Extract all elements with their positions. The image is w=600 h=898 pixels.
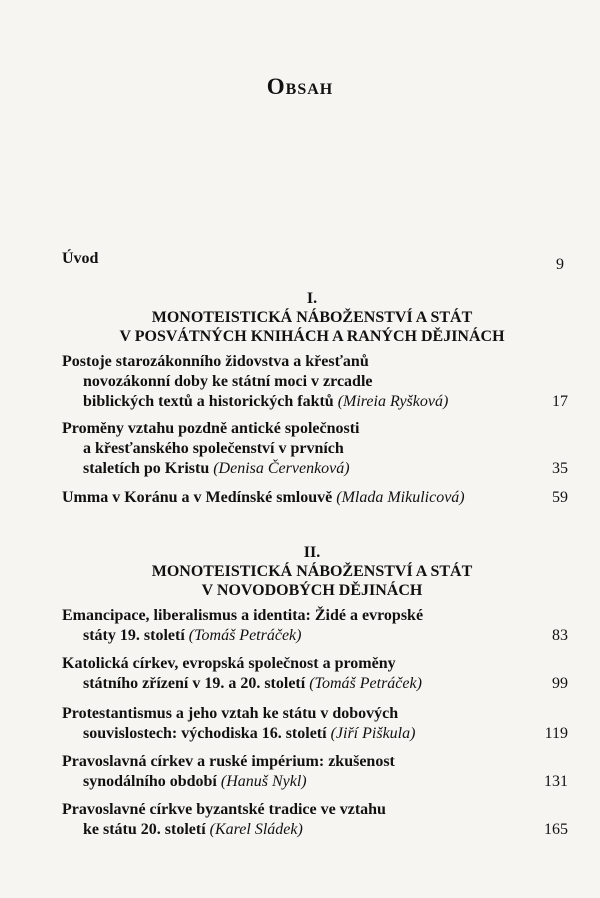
part-title-line: MONOTEISTICKÁ NÁBOŽENSTVÍ A STÁT: [151, 309, 473, 326]
entry-page-number: 35: [552, 460, 568, 477]
part-heading: [62, 543, 562, 600]
entry-title-last-line: [62, 626, 570, 646]
part-title-line: V POSVÁTNÝCH KNIHÁCH A RANÝCH DĚJINÁCH: [119, 328, 505, 345]
entry-title-line: novozákonní doby ke státní moci v zrcadle: [83, 373, 373, 390]
entry-title-last-line: [62, 488, 570, 508]
entry-title-last-line: [62, 724, 570, 744]
entry-title-line: souvislostech: východiska 16. století: [83, 725, 327, 742]
entry-title-last-line: [62, 772, 570, 792]
toc-entry[interactable]: [62, 752, 570, 792]
part-title-line: MONOTEISTICKÁ NÁBOŽENSTVÍ A STÁT: [151, 563, 473, 580]
entry-title-line: Pravoslavná církev a ruské impérium: zkušenost: [62, 753, 395, 770]
entry-title-line: Pravoslavné církve byzantské tradice ve vztahu: [62, 801, 386, 818]
entry-author: (Denisa Červenková): [213, 460, 350, 477]
entry-title-line: ke státu 20. století: [83, 821, 206, 838]
entry-author: (Tomáš Petráček): [188, 627, 302, 644]
entry-title-line: Emancipace, liberalismus a identita: Židé a evropské: [62, 607, 424, 624]
entry-page-number: 165: [544, 821, 568, 838]
entry-page-number: 17: [552, 393, 568, 410]
entry-page-number: 99: [552, 675, 568, 692]
entry-title-line: Umma v Koránu a v Medínské smlouvě: [62, 489, 333, 506]
entry-author: (Mlada Mikulicová): [336, 489, 465, 506]
entry-title-line: synodálního období: [83, 773, 217, 790]
entry-title-line: státního zřízení v 19. a 20. století: [83, 675, 306, 692]
toc-entry[interactable]: [62, 606, 570, 646]
entry-title-last-line: [62, 674, 570, 694]
toc-entry[interactable]: [62, 654, 570, 694]
toc-entry-intro[interactable]: [62, 250, 570, 274]
entry-title-line: Postoje starozákonního židovstva a křesťanů: [62, 353, 369, 370]
entry-title-line: Proměny vztahu pozdně antické společnosti: [62, 420, 360, 437]
toc-entry[interactable]: [62, 419, 570, 479]
entry-page-number: 59: [552, 489, 568, 506]
entry-page-number: 131: [544, 773, 568, 790]
entry-title-last-line: [62, 820, 570, 840]
entry-author: (Mireia Ryšková): [337, 393, 449, 410]
entry-title: Úvod: [62, 250, 99, 267]
entry-title-line: státy 19. století: [83, 627, 185, 644]
entry-page-number: 119: [544, 725, 568, 742]
entry-title-line: Protestantismus a jeho vztah ke státu v dobových: [62, 705, 399, 722]
entry-page-number: 9: [556, 256, 564, 273]
part-title-line: V NOVODOBÝCH DĚJINÁCH: [201, 582, 423, 599]
toc-entry[interactable]: [62, 800, 570, 840]
toc-entry[interactable]: [62, 352, 570, 412]
entry-author: (Hanuš Nykl): [220, 773, 307, 790]
part-heading: [62, 289, 562, 346]
entry-title-line: biblických textů a historických faktů: [83, 393, 334, 410]
part-number: II.: [303, 544, 321, 561]
entry-author: (Jiří Piškula): [330, 725, 416, 742]
page-title: Obsah: [266, 74, 334, 99]
toc-entry[interactable]: [62, 704, 570, 744]
part-number: I.: [306, 290, 318, 307]
entry-title-last-line: [62, 392, 570, 412]
entry-title-line: a křesťanského společenství v prvních: [83, 440, 344, 457]
entry-title-last-line: [62, 459, 570, 479]
entry-title-line: Katolická církev, evropská společnost a proměny: [62, 655, 396, 672]
entry-author: (Karel Sládek): [209, 821, 303, 838]
entry-page-number: 83: [552, 627, 568, 644]
entry-title-line: staletích po Kristu: [83, 460, 210, 477]
entry-author: (Tomáš Petráček): [309, 675, 422, 692]
toc-entry[interactable]: [62, 488, 570, 508]
